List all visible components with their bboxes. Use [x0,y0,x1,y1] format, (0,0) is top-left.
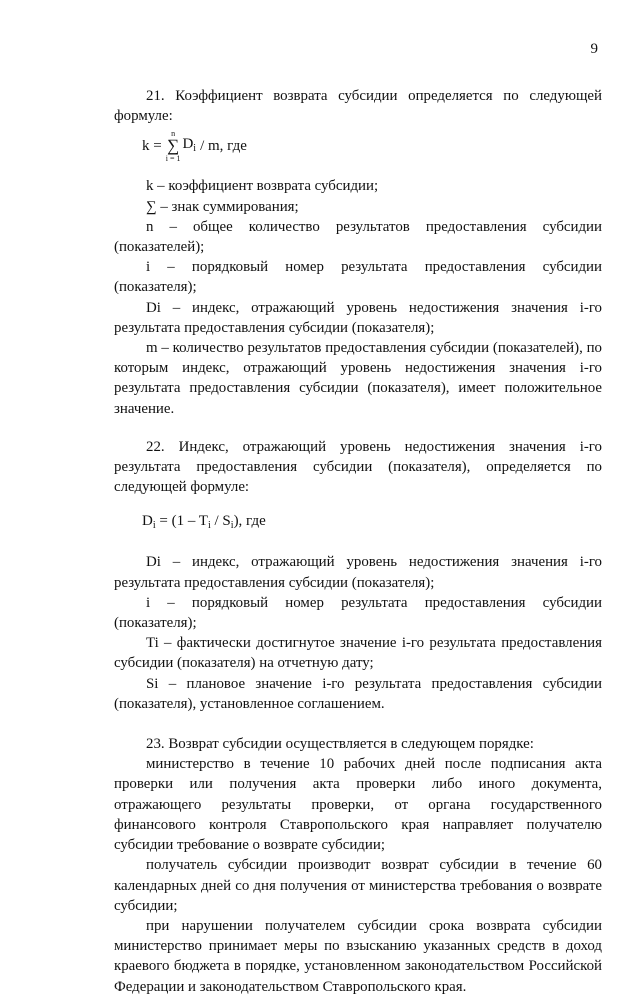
clause-21-intro: 21. Коэффициент возврата субсидии определяется по следующей формуле: [114,88,602,125]
formula-di-t-sub: i [207,520,211,532]
definition-ti: Ti – фактически достигнутое значение i-го результата предоставления субсидии (показателя) на отчетную дату; [114,635,602,672]
formula-k-term [182,134,196,159]
formula-k [142,129,602,163]
document-body [114,86,602,997]
definition-di: Di – индекс, отражающий уровень недостижения значения i-го результата предоставления субсидии (показателя); [114,299,602,336]
sum-upper-limit: n [171,129,176,139]
definition-si: Si – плановое значение i-го результата предоставления субсидии (показателя), установленное соглашением. [114,675,602,712]
definition-sum: ∑ – знак суммирования; [146,198,299,215]
formula-di [142,511,602,536]
formula-k-lhs: k = [142,138,162,155]
formula-k-rest: / m, где [200,138,247,155]
clause-23-item: при нарушении получателем субсидии срока возврата субсидии министерство принимает меры по взысканию указанных средств в доход краевого бюджета в порядке, установленном законодательством Российской Федерации и законодательством Ставропольского края. [114,917,602,995]
formula-k-d: D [182,135,194,152]
formula-di-mid: = (1 – T [155,513,208,530]
sum-lower-limit: i = 1 [165,154,181,164]
definition-m: m – количество результатов предоставления субсидии (показателей), по которым индекс, отражающий уровень недостижения значения i-го результата предоставления субсидии (показателя), имеет положительное значение. [114,340,602,417]
summation-sign [166,129,181,163]
formula-di-d: D [142,513,153,530]
clause-23-item: министерство в течение 10 рабочих дней после подписания акта проверки или получения акта проверки либо иного документа, отражающего результаты проверки, от органа государственного финансового контроля Ставропольского края направляет получателю субсидии требование о возврате субсидии; [114,756,602,854]
formula-k-d-sub: i [193,142,197,154]
definition-di-2: Di – индекс, отражающий уровень недостижения значения i-го результата предоставления субсидии (показателя); [114,554,602,591]
clause-23-item: получатель субсидии производит возврат субсидии в течение 60 календарных дней со дня получения от министерства требования о возврате субсидии; [114,857,602,914]
definition-n: n – общее количество результатов предоставления субсидии (показателей); [114,218,602,256]
page-number: 9 [590,41,598,57]
formula-di-d-sub: i [152,520,156,532]
sigma-symbol: ∑ [167,136,180,156]
definition-i-2: i – порядковый номер результата предоставления субсидии (показателя); [114,594,602,632]
definition-i: i – порядковый номер результата предоставления субсидии (показателя); [114,259,602,296]
formula-di-slash: / S [210,513,231,530]
clause-22-intro: 22. Индекс, отражающий уровень недостижения значения i-го результата предоставления субсидии (показателя), определяется по следующей формуле: [114,438,602,496]
definition-k: k – коэффициент возврата субсидии; [146,178,379,195]
clause-23-intro: 23. Возврат субсидии осуществляется в следующем порядке: [146,736,534,753]
formula-di-s-sub: i [230,520,234,532]
formula-di-end: ), где [233,513,266,530]
